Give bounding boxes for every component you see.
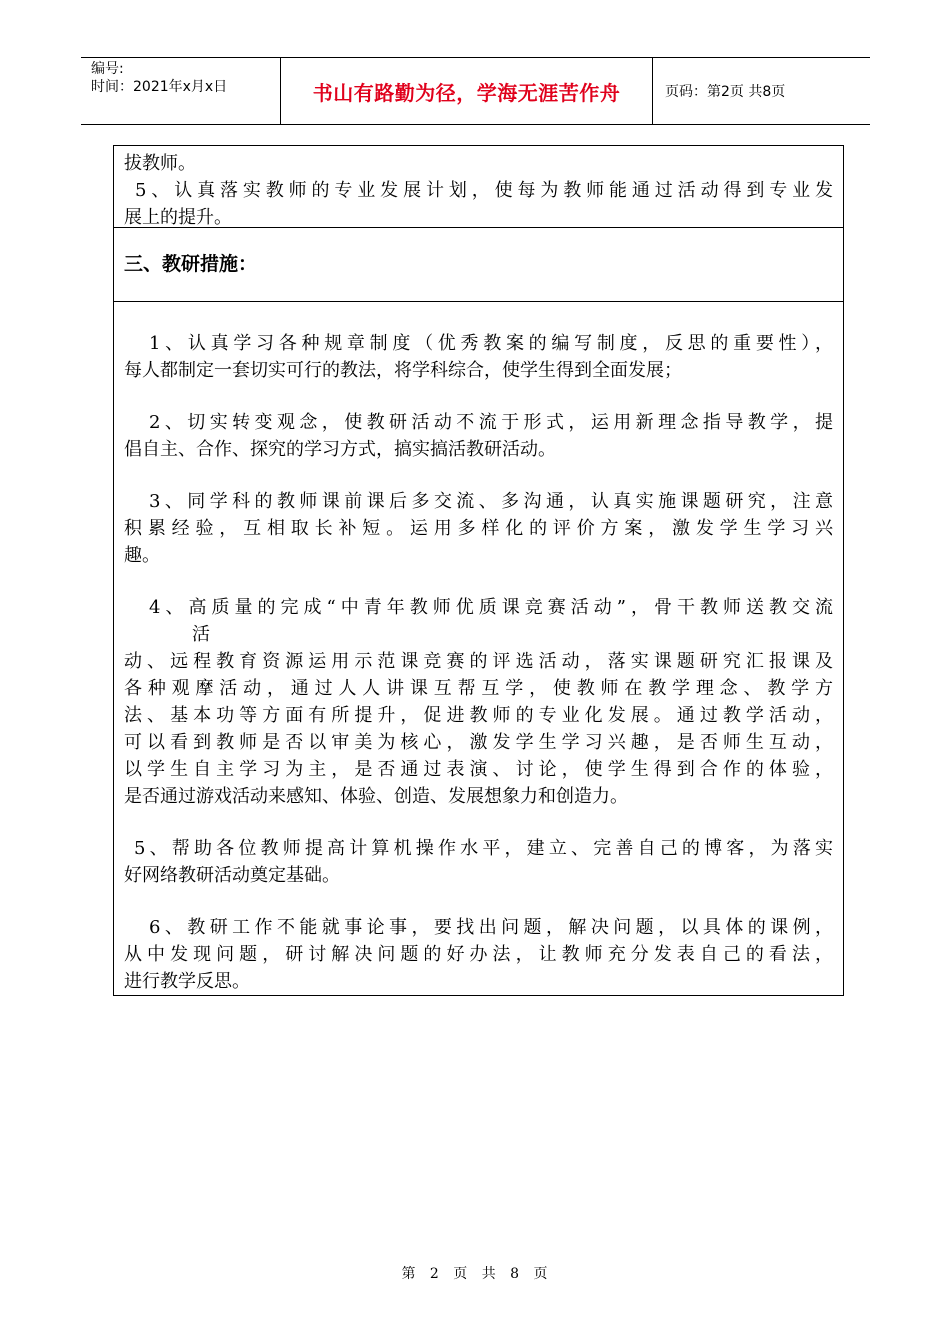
paragraph-6	[124, 914, 833, 995]
paragraph-5	[124, 835, 833, 889]
footer-ye: 页	[533, 1266, 549, 1282]
footer-current-page: 2	[429, 1266, 440, 1282]
text-line: 3、同学科的教师课前课后多交流、多沟通，认真实施课题研究，注意	[149, 491, 833, 512]
paragraph-3	[124, 488, 833, 569]
text-line: 4、高质量的完成“中青年教师优质课竞赛活动”，骨干教师送教交流	[149, 597, 833, 618]
content-table	[113, 145, 844, 996]
table-cell-heading	[114, 227, 843, 301]
text-line: 5、认真落实教师的专业发展计划，使每为教师能通过活动得到专业发	[135, 180, 833, 201]
table-cell-goals-end	[114, 146, 843, 227]
footer-di: 第	[401, 1266, 417, 1282]
page-footer	[0, 1263, 950, 1283]
text-line: 展上的提升。	[124, 207, 232, 228]
paragraph-2	[124, 409, 833, 463]
paragraph-1	[124, 330, 833, 384]
text-line: 活	[192, 624, 210, 645]
text-line: 可以看到教师是否以审美为核心，激发学生学习兴趣，是否师生互动，	[124, 732, 833, 753]
text-line: 从中发现问题，研讨解决问题的好办法，让教师充分发表自己的看法，	[124, 944, 833, 965]
text-line: 法、基本功等方面有所提升，促进教师的专业化发展。通过教学活动，	[124, 705, 833, 726]
header-motto: 书山有路勤为径，学海无涯苦作舟	[281, 58, 653, 124]
text-line: 拔教师。	[124, 153, 196, 174]
time-label: 时间：2021年x月x日	[91, 79, 228, 95]
section-heading: 三、教研措施：	[124, 253, 258, 275]
header-page-info: 页码：第2页 共8页	[665, 84, 786, 100]
text-line: 趣。	[124, 545, 160, 566]
text-line: 以学生自主学习为主，是否通过表演、讨论，使学生得到合作的体验，	[124, 759, 833, 780]
text-line: 6、教研工作不能就事论事，要找出问题，解决问题，以具体的课例，	[149, 917, 833, 938]
footer-ye: 页	[453, 1266, 469, 1282]
footer-total-pages: 8	[510, 1266, 521, 1282]
text-line: 进行教学反思。	[124, 971, 250, 992]
page-header	[81, 57, 870, 125]
text-line: 2、切实转变观念，使教研活动不流于形式，运用新理念指导教学，提	[149, 412, 833, 433]
serial-label: 编号:	[91, 61, 124, 77]
text-line: 动、远程教育资源运用示范课竞赛的评选活动，落实课题研究汇报课及	[124, 651, 833, 672]
footer-gong: 共	[481, 1266, 497, 1282]
text-line: 是否通过游戏活动来感知、体验、创造、发展想象力和创造力。	[124, 786, 628, 807]
text-line: 1、认真学习各种规章制度（优秀教案的编写制度，反思的重要性），	[149, 333, 833, 354]
paragraph-4	[124, 594, 833, 810]
text-line: 倡自主、合作、探究的学习方式，搞实搞活教研活动。	[124, 439, 556, 460]
text-line: 积累经验，互相取长补短。运用多样化的评价方案，激发学生学习兴	[124, 518, 833, 539]
table-cell-measures	[114, 301, 843, 995]
text-line: 每人都制定一套切实可行的教法，将学科综合，使学生得到全面发展；	[124, 360, 682, 381]
header-meta	[81, 58, 281, 124]
text-line: 5、帮助各位教师提高计算机操作水平，建立、完善自己的博客，为落实	[134, 838, 833, 859]
text-line: 各种观摩活动，通过人人讲课互帮互学，使教师在教学理念、教学方	[124, 678, 833, 699]
text-line: 好网络教研活动奠定基础。	[124, 865, 340, 886]
